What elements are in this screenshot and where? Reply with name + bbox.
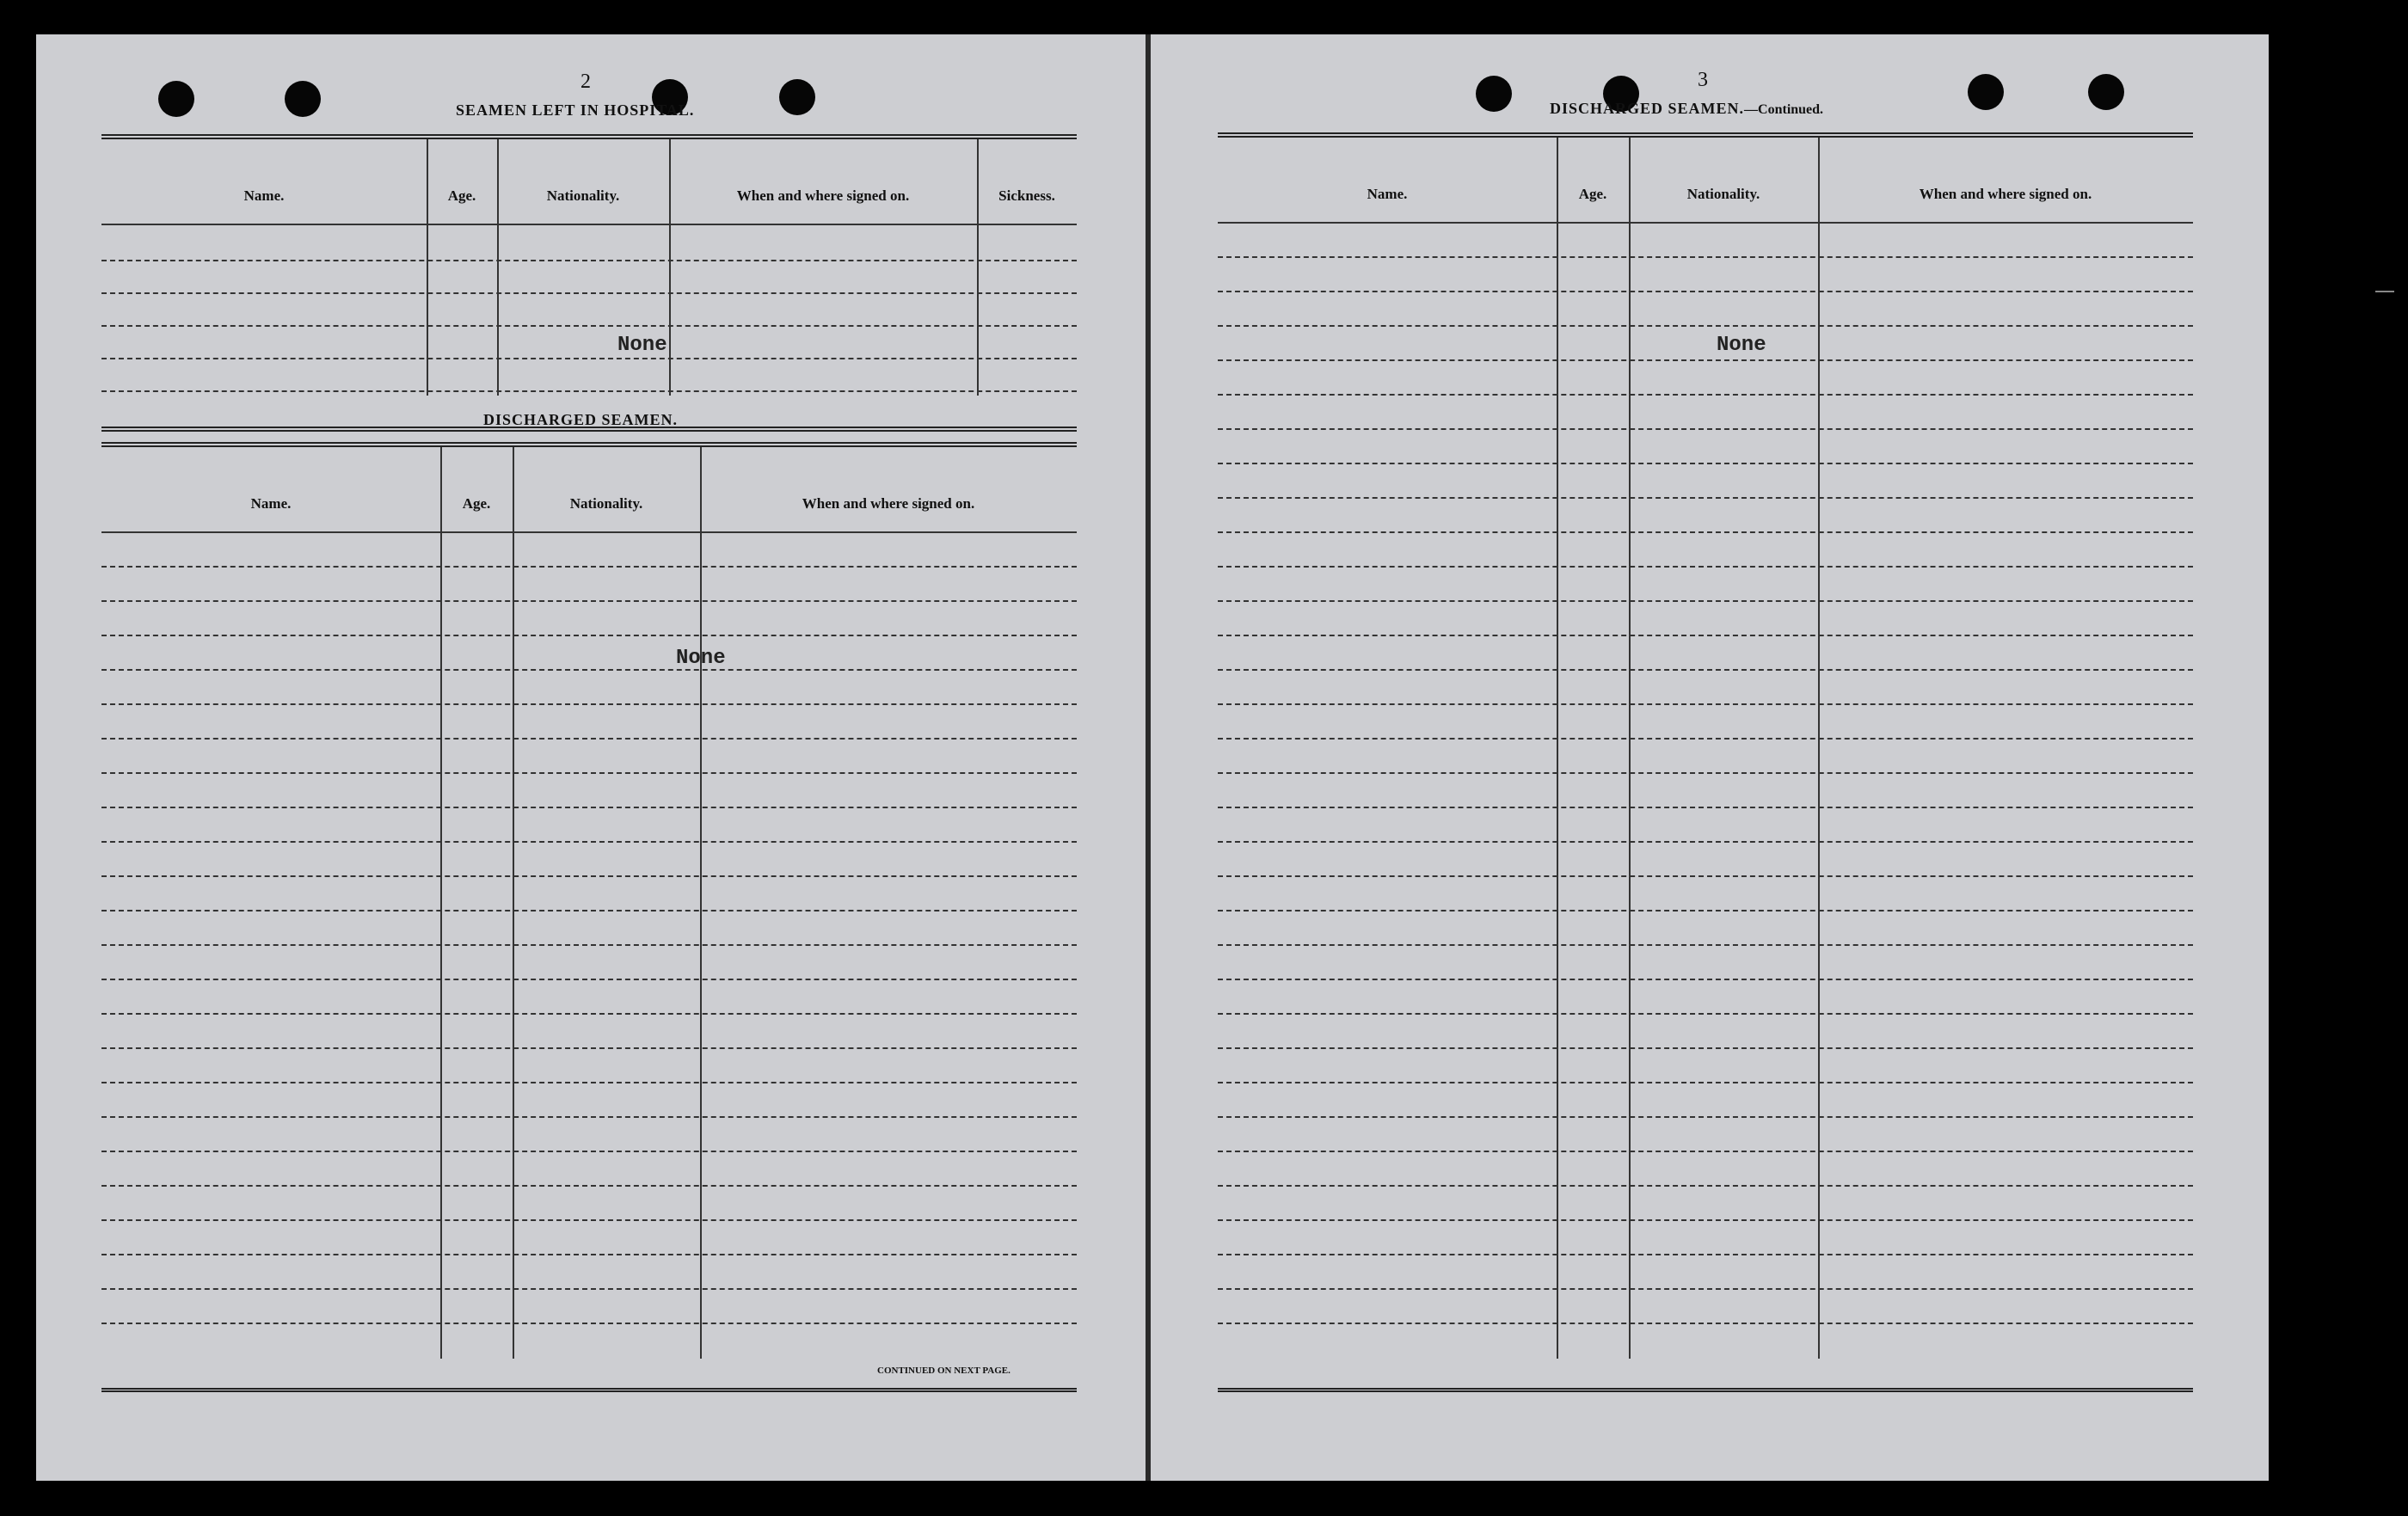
- row-line: [101, 910, 1077, 911]
- row-line: [101, 260, 1077, 261]
- row-line: [101, 358, 1077, 359]
- punch-hole: [158, 81, 194, 117]
- col-header-nationality: Nationality.: [569, 495, 643, 512]
- page-number: 3: [1698, 69, 1708, 91]
- row-line: [1218, 1323, 2193, 1324]
- punch-hole: [779, 79, 815, 115]
- row-line: [1218, 807, 2193, 808]
- header-rule: [101, 531, 1077, 533]
- row-line: [101, 1082, 1077, 1083]
- row-line: [1218, 669, 2193, 671]
- row-line: [1218, 394, 2193, 396]
- row-line: [1218, 1047, 2193, 1049]
- row-line: [1218, 1254, 2193, 1255]
- col-header-name: Name.: [243, 187, 285, 204]
- row-line: [1218, 1151, 2193, 1152]
- row-line: [101, 1323, 1077, 1324]
- left-page: [36, 34, 1146, 1481]
- row-line: [1218, 1288, 2193, 1290]
- row-line: [101, 600, 1077, 602]
- row-line: [101, 807, 1077, 808]
- row-line: [101, 772, 1077, 774]
- table-bottom-rule: [1218, 1388, 2193, 1392]
- row-line: [1218, 1082, 2193, 1083]
- row-line: [1218, 463, 2193, 464]
- table-bottom-rule: [101, 1388, 1077, 1392]
- table-top-rule: [101, 134, 1077, 139]
- column-divider: [1629, 138, 1631, 1359]
- row-line: [101, 669, 1077, 671]
- col-header-nationality: Nationality.: [546, 187, 620, 204]
- continued-note: CONTINUED ON NEXT PAGE.: [877, 1366, 1010, 1376]
- col-header-name: Name.: [250, 495, 292, 512]
- row-line: [101, 944, 1077, 946]
- hospital-table: [101, 134, 1077, 435]
- row-line: [101, 875, 1077, 877]
- column-divider: [700, 447, 702, 1359]
- row-line: [101, 1219, 1077, 1221]
- row-line: [1218, 910, 2193, 911]
- row-line: [1218, 497, 2193, 499]
- col-header-signed-on: When and where signed on.: [1919, 186, 2092, 202]
- row-line: [101, 1254, 1077, 1255]
- col-header-age: Age.: [447, 187, 476, 204]
- row-line: [1218, 291, 2193, 292]
- row-line: [1218, 256, 2193, 258]
- row-line: [101, 1013, 1077, 1015]
- row-line: [1218, 1013, 2193, 1015]
- discharged-table: [101, 442, 1077, 1396]
- row-line: [1218, 979, 2193, 980]
- row-line: [1218, 531, 2193, 533]
- col-header-name: Name.: [1367, 186, 1408, 202]
- column-divider: [513, 447, 514, 1359]
- row-line: [101, 1288, 1077, 1290]
- row-line: [1218, 325, 2193, 327]
- row-line: [1218, 600, 2193, 602]
- punch-hole: [2088, 74, 2124, 110]
- row-line: [101, 325, 1077, 327]
- table-top-rule: [101, 442, 1077, 447]
- page-number: 2: [580, 71, 591, 93]
- discharged-section-title: DISCHARGED SEAMEN.: [483, 411, 679, 428]
- col-header-signed-on: When and where signed on.: [802, 495, 975, 512]
- row-line: [101, 1047, 1077, 1049]
- column-divider: [1818, 138, 1820, 1359]
- row-line: [101, 390, 1077, 392]
- col-header-age: Age.: [462, 495, 491, 512]
- row-line: [101, 703, 1077, 705]
- col-header-age: Age.: [1578, 186, 1607, 202]
- title-main: DISCHARGED SEAMEN.: [1550, 100, 1745, 117]
- table-top-rule: [1218, 132, 2193, 138]
- scan-artifact: [2375, 291, 2394, 292]
- row-line: [1218, 1219, 2193, 1221]
- column-divider: [440, 447, 442, 1359]
- row-line: [101, 1151, 1077, 1152]
- row-line: [101, 1116, 1077, 1118]
- row-line: [101, 738, 1077, 740]
- row-line: [1218, 875, 2193, 877]
- row-line: [1218, 635, 2193, 636]
- header-rule: [101, 224, 1077, 225]
- row-line: [1218, 772, 2193, 774]
- col-header-sickness: Sickness.: [998, 187, 1055, 204]
- punch-hole: [285, 81, 321, 117]
- row-line: [101, 566, 1077, 568]
- column-divider: [1557, 138, 1558, 1359]
- row-line: [1218, 1116, 2193, 1118]
- hospital-section-title: SEAMEN LEFT IN HOSPITAL.: [456, 101, 695, 119]
- hospital-none-entry: None: [617, 334, 667, 357]
- row-line: [1218, 1185, 2193, 1187]
- row-line: [1218, 944, 2193, 946]
- discharged-continued-none-entry: None: [1717, 334, 1766, 357]
- row-line: [101, 1185, 1077, 1187]
- row-line: [1218, 841, 2193, 843]
- discharged-continued-table: [1218, 132, 2193, 1396]
- right-page: [1151, 34, 2269, 1481]
- col-header-signed-on: When and where signed on.: [736, 187, 910, 204]
- row-line: [101, 635, 1077, 636]
- row-line: [101, 979, 1077, 980]
- row-line: [1218, 428, 2193, 430]
- row-line: [101, 841, 1077, 843]
- row-line: [1218, 738, 2193, 740]
- punch-hole: [1968, 74, 2004, 110]
- title-suffix: —Continued.: [1744, 102, 1824, 117]
- row-line: [1218, 566, 2193, 568]
- row-line: [1218, 359, 2193, 361]
- punch-hole: [1476, 76, 1512, 112]
- discharged-none-entry: None: [676, 647, 726, 670]
- discharged-continued-title: [1550, 100, 1823, 118]
- col-header-nationality: Nationality.: [1686, 186, 1760, 202]
- row-line: [1218, 703, 2193, 705]
- row-line: [101, 292, 1077, 294]
- header-rule: [1218, 222, 2193, 224]
